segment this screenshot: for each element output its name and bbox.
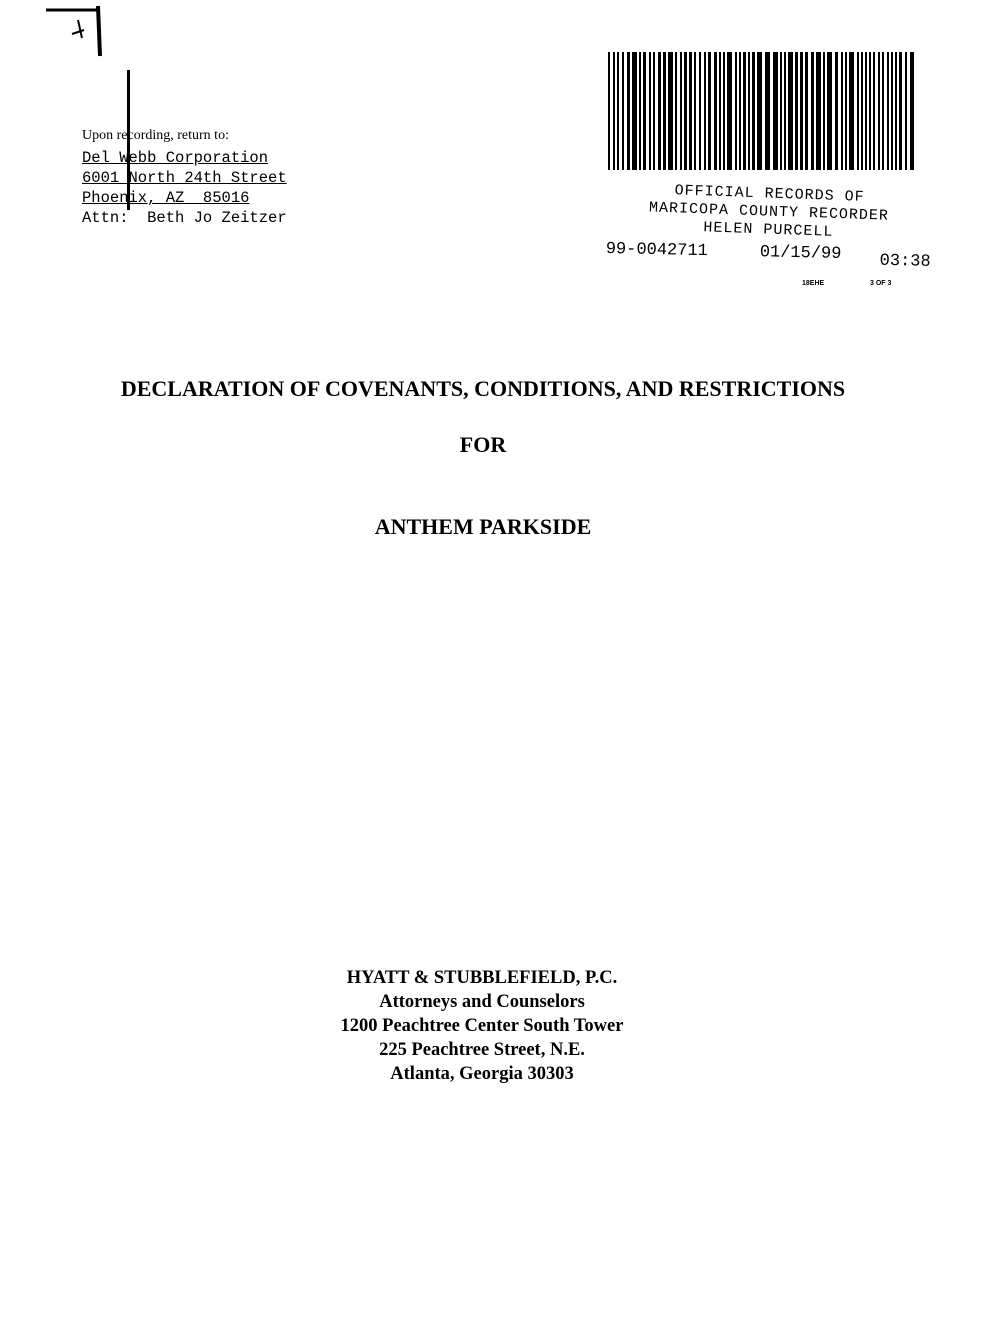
barcode-bar bbox=[878, 52, 880, 170]
barcode-bar bbox=[895, 52, 897, 170]
law-firm-block bbox=[0, 966, 964, 1086]
barcode-bar bbox=[788, 52, 793, 170]
barcode-bar bbox=[865, 52, 867, 170]
barcode-bar bbox=[748, 52, 750, 170]
barcode-bar bbox=[800, 52, 803, 170]
barcode-bar bbox=[910, 52, 914, 170]
barcode-bar bbox=[658, 52, 661, 170]
barcode-bar bbox=[699, 52, 701, 170]
barcode-bar bbox=[905, 52, 907, 170]
barcode-bar bbox=[841, 52, 843, 170]
barcode-bar bbox=[887, 52, 889, 170]
barcode-bar bbox=[784, 52, 786, 170]
barcode-bar bbox=[608, 52, 610, 170]
barcode-bar bbox=[680, 52, 682, 170]
barcode-bar bbox=[668, 52, 673, 170]
barcode-bar bbox=[675, 52, 677, 170]
firm-address-line-3: Atlanta, Georgia 30303 bbox=[390, 1064, 574, 1084]
barcode-bar bbox=[873, 52, 875, 170]
recorder-line-2: MARICOPA COUNTY RECORDER bbox=[648, 199, 890, 225]
barcode-bar bbox=[639, 52, 641, 170]
document-title-subject: ANTHEM PARKSIDE bbox=[374, 514, 592, 539]
barcode-bar bbox=[663, 52, 666, 170]
barcode-bar bbox=[891, 52, 893, 170]
barcode-bar bbox=[649, 52, 651, 170]
barcode-bar bbox=[861, 52, 863, 170]
barcode-bar bbox=[882, 52, 884, 170]
barcode-bar bbox=[780, 52, 782, 170]
return-line-street: 6001 North 24th Street bbox=[82, 169, 287, 187]
barcode-bar bbox=[739, 52, 741, 170]
corner-scan-mark bbox=[46, 4, 106, 64]
barcode-bar bbox=[617, 52, 619, 170]
barcode-bar bbox=[689, 52, 692, 170]
record-number: 99-0042711 bbox=[605, 240, 709, 262]
firm-name: HYATT & STUBBLEFIELD, P.C. bbox=[346, 968, 618, 988]
record-date: 01/15/99 bbox=[759, 243, 842, 264]
barcode-bar bbox=[816, 52, 821, 170]
document-title-for: FOR bbox=[459, 432, 507, 457]
barcode-bar bbox=[805, 52, 808, 170]
barcode-image bbox=[608, 52, 914, 170]
barcode-bar bbox=[845, 52, 847, 170]
barcode-bar bbox=[627, 52, 630, 170]
barcode-bar bbox=[719, 52, 721, 170]
barcode-bar bbox=[795, 52, 798, 170]
barcode-bar bbox=[773, 52, 778, 170]
barcode-bar bbox=[704, 52, 706, 170]
barcode-bar bbox=[827, 52, 832, 170]
barcode-bar bbox=[765, 52, 770, 170]
firm-address-line-2: 225 Peachtree Street, N.E. bbox=[379, 1040, 585, 1060]
barcode-bar bbox=[694, 52, 696, 170]
barcode-bar bbox=[613, 52, 615, 170]
barcode-bar bbox=[727, 52, 732, 170]
recorder-line-1: OFFICIAL RECORDS OF bbox=[674, 182, 865, 206]
return-line-company: Del Webb Corporation bbox=[82, 149, 269, 167]
barcode-bar bbox=[752, 52, 755, 170]
barcode-bar bbox=[735, 52, 737, 170]
return-label: Upon recording, return to: bbox=[82, 128, 229, 143]
barcode-bar bbox=[714, 52, 717, 170]
recorder-code: 18EHE bbox=[802, 280, 825, 287]
barcode-bar bbox=[849, 52, 854, 170]
barcode-bar bbox=[811, 52, 814, 170]
recorder-stamp bbox=[608, 180, 930, 245]
recorder-line-3: HELEN PURCELL bbox=[703, 219, 834, 241]
firm-address-line-1: 1200 Peachtree Center South Tower bbox=[340, 1016, 624, 1036]
firm-subtitle: Attorneys and Counselors bbox=[379, 992, 585, 1012]
barcode-bar bbox=[684, 52, 687, 170]
record-time: 03:38 bbox=[879, 251, 931, 272]
barcode-bar bbox=[757, 52, 762, 170]
barcode-bar bbox=[835, 52, 838, 170]
barcode-bar bbox=[632, 52, 637, 170]
barcode-bar bbox=[653, 52, 655, 170]
barcode-bar bbox=[823, 52, 825, 170]
barcode-bar bbox=[723, 52, 725, 170]
barcode-bar bbox=[743, 52, 746, 170]
document-title: DECLARATION OF COVENANTS, CONDITIONS, AND RESTRICTIONS bbox=[120, 376, 846, 401]
return-line-city: Phoenix, AZ 85016 bbox=[82, 189, 250, 207]
barcode-bar bbox=[708, 52, 711, 170]
barcode-bar bbox=[899, 52, 902, 170]
return-address-block bbox=[82, 128, 287, 228]
barcode-bar bbox=[622, 52, 624, 170]
barcode-bar bbox=[869, 52, 871, 170]
barcode-bar bbox=[643, 52, 646, 170]
barcode-bar bbox=[857, 52, 859, 170]
return-line-attn: Attn: Beth Jo Zeitzer bbox=[82, 209, 287, 227]
page-count: 3 OF 3 bbox=[870, 280, 892, 287]
